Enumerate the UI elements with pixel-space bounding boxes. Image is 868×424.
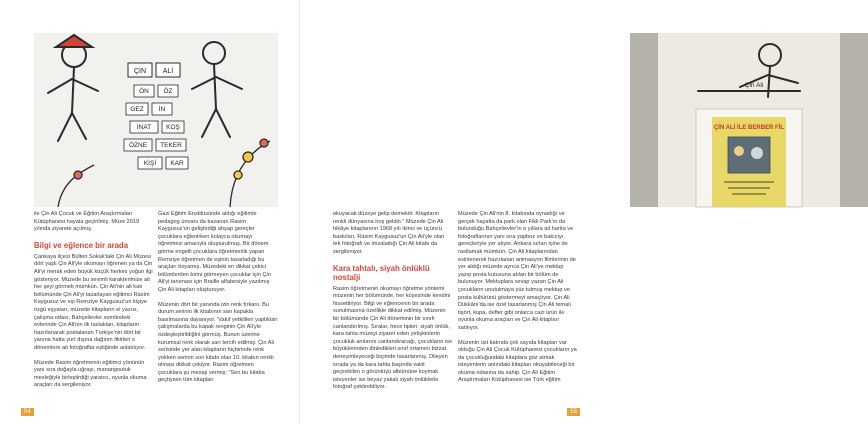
word-block-2: ÖZ [163,88,173,95]
left-col1-paragraph-2: Müzede Rasim öğretmenin eğitimci yönünün yanı sıra doğayla uğraşı, manangoutuk mesleğiyle birleştirdiği yaratıcı, oyunla okuma araçları da sergileniyor. [34,359,147,389]
name-tag-left [128,63,152,77]
right-col2-paragraph-1: Müzede Çin Ali'nin 8. kitabında oynadığı ve gerçek hayatta da park olan Fikli Park'ın da bulunduğu Bahçelievler'in o yıllara ait harita ve fotoğraflarının yanı sıra yapboz ve bakıcıyı gereçleriyle yer alıyor. Ankara sırları içine de rastlamak mümkün. Çin Ali kitaplarından esinlenerek hazırlanan animasyon filmlerinin de yer aldığı müzede ayrıca Çin Ali'ye mektup yazıp posta kutusuna atılan bir bölüm de bulunuyor. Mektuplara cevap yazan Çin Ali çocukların unutulmaya yüz tutmuş mektup ve posta kültürünü göstermeyi amaçlıyor. Çin Ali Dükkânı'da ise özel tasarlanmış Çin Ali temalı tişört, kupa, defter gibi onlarca cazi ürün ile oyunla okuma araçları ve Çin Ali kitapları satılıyor. [458,211,576,331]
left-col2-paragraph-2: Müzenin dört bir yanında izin renk fırkanı. Bu durum serinin ilk kitabının sarı kapakla basılmasına dayanıyor. 'Vakıf yetkilileri yaptıkları çalışmalarda bu kapak renginin Çin Ali'yle özdeşleştirildiğini görmüş. Bunun üzerine kurumsal renk olarak sarı tercih edilmiş. Çin Ali serisinde yer alan kitapların hiçbirinde renk yokken serinin son kitabı olan 10. kitabın renkli olması dikkat çekiyor. Rasim öğretmen çocuklara şu mesajı vermiş; "Sen bu kitaba geçtiysen tüm kitapları [158,301,278,384]
word-block-7: ÖZNE [128,142,148,149]
word-block-3: GEZ [130,106,144,113]
heading-bilgi-eglence: Bilgi ve eğlence bir arada [34,240,129,250]
word-block-5: İNAT [136,124,152,131]
book-title: ÇİN ALİ İLE BERBER FİL [713,125,785,131]
name-tag-left-text: ÇİN [133,68,147,75]
right-page [300,0,785,424]
left-page-column-2 [158,211,278,392]
left-col2-paragraph-1: Gazi Eğitim Enstitüsünde aldığı eğitimle pedagog ünvanı da kazanan Rasim Kaygusuz'un geliştirdiği ahşap gereçler çocuklara eğlenirken kolayca okumayı öğretmesi amacıyla oluşturulmuş. Bir dönem görme engelli çocuklara öğretmenlik yapan Remziye öğretmen de eşinin tasarladığı bu araçları boyamış. Müzedeki en dikkat çekici bölümlerden birini görmeyen çocuklar için Çin Ali'yi tanıması için Braille alfabesiyle yazılmış Çin Ali kitapları oluşturuyor. [158,211,271,293]
right-col1-paragraph-2: Rasim öğretmenin okumayı öğretme yöntemi müzenin her bölümünde, her köşesinde kendini hissettiriyor. Bilgi ve eğlencenin bir arada sunulmasına özellikle dikkat edilmiş. Müzenin bir bölümünde Çin Ali döneminin bir sınıfı canlandırılmış. Sıralar, hece tipleri, siyah önlük, kara tahta müzeyi ziyaret eden yetişkinlerin çocukluk anılarını canlandıracağı, çocukların ise büyüklerinden dinledikleri sınıf ortamını bizzat deneyimleyeceği biçimde tasarlanmış. Dileyen sırada ya da kara tahta başında vakit geçirebilen o görüntüyü albümüne koymak isteyenler ise beyaz yakalı siyah önlüklerle fotoğraf çektirebiliyor. [333,285,453,391]
right-col1-paragraph-1: okuyacak düzeye gelip demektir. Kitapların renkli dünyasına hoş geldin." Müzede Çin Ali hikâye kitaplarının 1968 yılı ikinci ve üçüncü baskıları, Rasim Kaygusuz'un Çin Ali'yle olan tek fotoğrafı ve imzalattığı Çin Ali kitabı da sergileniyor. [333,211,445,255]
right-photo-museum-display [630,33,868,207]
word-block-10: KAR [170,160,184,167]
left-col1-paragraph-1: Çankaya ilçesi Bülten Sokak'taki Çin Ali Müzesi dört yaşlı Çin Ali'yle okumayı öğrenen ya da Çin Ali'yi merak eden büyük küçük herkes yoğun ilgi gösteriyor. Müzede bu sevimli karakterimize ait her şeyi görmek mümkün. Çin Ali'nin alt katı bölümünde Çin Ali'yi tasarlayan eğitimci Rasim Kaygusuz ve eşi Remziye Kaygusuz'un kişiye özgü eşyaları, müzede kitapların el yazısı, çalışma odası, Bahçelievler semtindeki evlerinde Çin Ali'nin ilk taslakları, kitapların hazırlanarak postalanan Türkiye'nin dört bir yanına hatta yurt dışına dağıtım fikirleri o dönemlere ait fotoğraflar eşliğinde anlatılıyor. [34,253,153,351]
left-photo-chin-ali-mural [34,33,278,207]
name-tag-right [156,63,180,77]
word-block-1: ÖN [139,88,149,95]
right-page-column-2 [458,211,578,392]
word-block-8: TEKER [160,142,182,149]
left-page-column-1 [34,211,154,397]
right-page-column-1 [333,211,453,399]
page-number-left: 54 [21,408,34,416]
page-number-right: 55 [567,408,580,416]
chin-ali-wall-illustration [34,33,278,207]
left-page [0,0,300,424]
museum-panel-illustration [630,33,868,207]
word-block-6: KOŞ [166,124,180,131]
panel-label: Çin Ali [744,82,764,89]
heading-kara-tahtali: Kara tahtalı, siyah önlüklü nostalji [333,263,430,282]
word-block-9: KİŞİ [143,160,157,167]
word-block-4: İN [158,106,166,113]
right-col2-paragraph-2: Müzenin üst katında çok sayıda kitapları var olduğu Çin Ali Çocuk Kütüphanesi çocukların ya da çocukluğundaki kitaplara göz atmak isteyenlerin anlındaki kitapları okuyabileceği bir okuma odasına da sahip. Çin Ali Eğitim Araştırmaları Kütüphanesi ise Türk eğitim [458,339,577,384]
left-intro-paragraph: ile Çin Ali Çocuk ve Eğitim Araştırmaları Kütüphanesi hayata geçirilmiş. Müze 2019 yılında ziyarete açılmış. [34,211,140,233]
name-tag-right-text: ALİ [162,68,174,75]
